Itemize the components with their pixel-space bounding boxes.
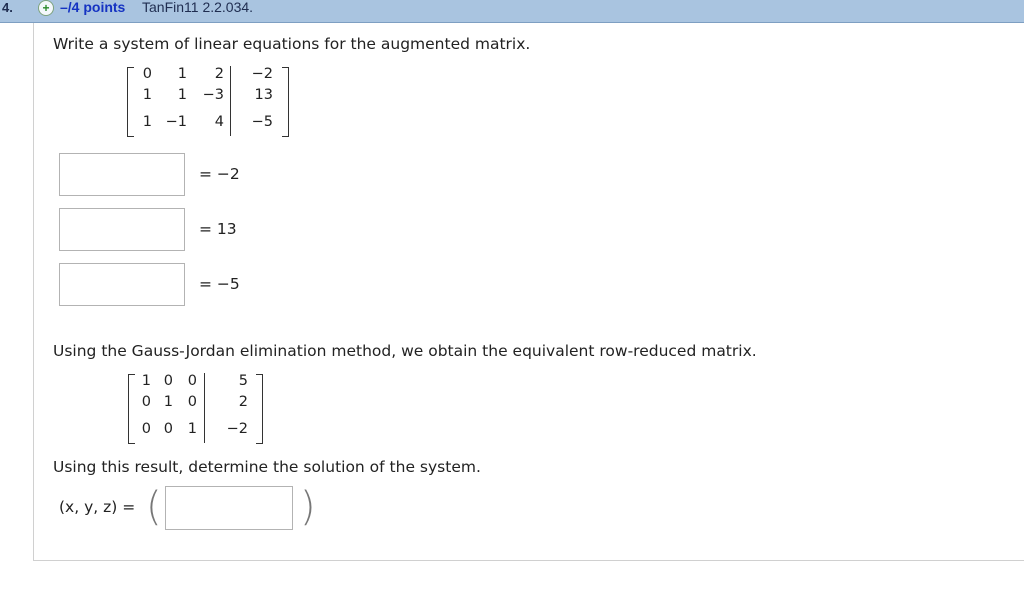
solution-open-paren: ( [146,484,162,530]
matrix-cell: 4 [214,114,224,130]
matrix-cell: 5 [238,373,248,389]
matrix-cell: −3 [202,87,224,103]
solution-label: (x, y, z) = [59,498,136,516]
matrix-left-bracket [128,374,135,444]
matrix-cell: 1 [142,114,152,130]
matrix-cell: 0 [142,66,152,82]
matrix-cell: 2 [238,394,248,410]
matrix-cell: 1 [187,421,197,437]
matrix-cell: −2 [226,421,248,437]
matrix-cell: 0 [187,373,197,389]
matrix-cell: 1 [177,87,187,103]
question-reference: TanFin11 2.2.034. [142,0,254,15]
matrix-cell: 13 [254,87,273,103]
matrix-cell: 1 [163,394,173,410]
prompt-augmented-matrix: Write a system of linear equations for the augmented matrix. [53,35,531,53]
matrix-cell: −5 [251,114,273,130]
equation-2-rhs: = 13 [199,220,237,238]
prompt-gauss-jordan: Using the Gauss-Jordan elimination method, we obtain the equivalent row-reduced matrix. [53,342,757,360]
matrix-cell: −1 [165,114,187,130]
prompt-solution: Using this result, determine the solution of the system. [53,458,481,476]
equation-1-input[interactable] [59,153,185,196]
matrix-cell: 0 [141,394,151,410]
matrix-cell: 0 [141,421,151,437]
question-header [0,0,1024,23]
matrix-cell: 1 [177,66,187,82]
matrix-left-bracket [127,67,134,137]
matrix-cell: 0 [163,421,173,437]
matrix-cell: 2 [214,66,224,82]
augment-separator [204,373,205,443]
matrix-cell: 0 [163,373,173,389]
matrix-cell: −2 [251,66,273,82]
augment-separator [230,66,231,136]
equation-1-rhs: = −2 [199,165,240,183]
question-number: 4. [2,0,13,15]
matrix-cell: 1 [142,87,152,103]
equation-3-input[interactable] [59,263,185,306]
matrix-right-bracket [282,67,289,137]
expand-plus-icon[interactable]: + [38,0,54,16]
equation-3-rhs: = −5 [199,275,240,293]
solution-input[interactable] [165,486,293,530]
points-label: –/4 points [60,0,126,15]
matrix-cell: 0 [187,394,197,410]
matrix-right-bracket [256,374,263,444]
matrix-cell: 1 [141,373,151,389]
equation-2-input[interactable] [59,208,185,251]
solution-close-paren: ) [300,484,316,530]
